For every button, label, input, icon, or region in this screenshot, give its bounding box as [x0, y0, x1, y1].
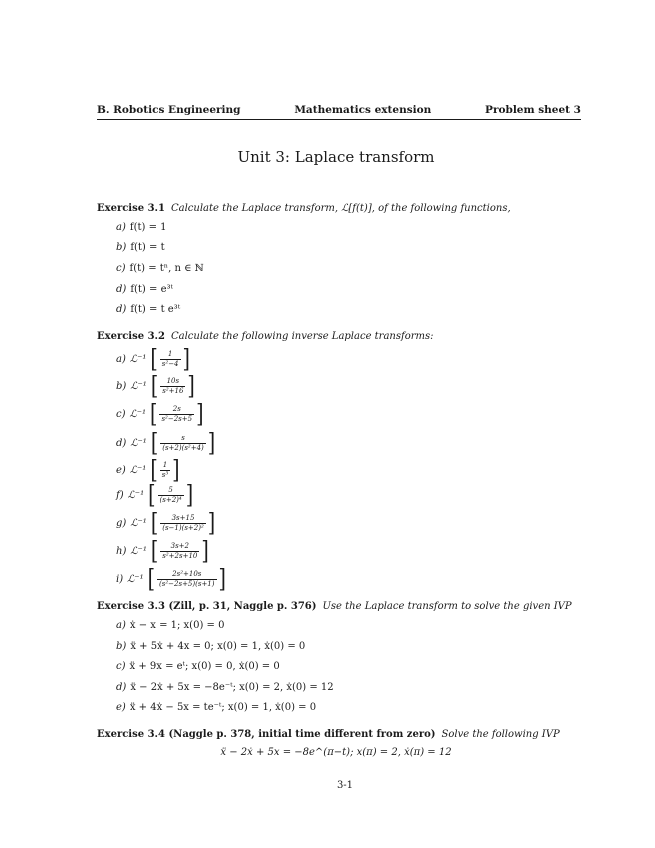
page-title: Unit 3: Laplace transform [237, 148, 435, 166]
inverse-laplace-operator: ℒ⁻¹ [130, 438, 147, 449]
exercise-label: Exercise 3.3 (Zill, p. 31, Naggle p. 376) [97, 601, 317, 612]
item-label: b) [116, 381, 127, 392]
item-label: a) [116, 222, 126, 233]
fraction [160, 435, 206, 453]
exercise-3-2-heading [97, 331, 587, 342]
list-item [116, 702, 316, 713]
item-expression: ẍ − 2ẋ + 5x = −8e⁻ᵗ; x(0) = 2, ẋ(0) = 12 [130, 682, 334, 693]
denominator: s²−2s+5 [161, 415, 193, 423]
numerator: 2s²+10s [172, 569, 202, 578]
inverse-laplace-operator: ℒ⁻¹ [130, 546, 147, 557]
numerator: 10s [166, 376, 180, 385]
exercise-prompt: Calculate the following inverse Laplace transforms: [170, 331, 434, 342]
item-label: d) [116, 284, 127, 295]
item-label: g) [116, 518, 127, 529]
inverse-laplace-operator: ℒ⁻¹ [129, 409, 147, 420]
list-item [116, 222, 167, 233]
exercise-prompt: Solve the following IVP [441, 729, 560, 740]
exercise-label: Exercise 3.4 (Naggle p. 378, initial time different from zero) [97, 729, 436, 740]
item-label: c) [116, 263, 126, 274]
list-item: f) ℒ⁻¹ [ $\frac{5}{\text{(s+2)⁴}}$ ] [116, 479, 194, 510]
exercise-3-4-heading [97, 729, 587, 740]
numerator: 3s+15 [171, 513, 195, 522]
exercise-label: Exercise 3.1 [97, 203, 165, 214]
item-label: d) [116, 682, 127, 693]
item-expression: f(t) = t [130, 242, 165, 253]
fraction [160, 462, 170, 480]
list-item: c) ℒ⁻¹ [ $\frac{2s}{\text{s²−2s+5}}$ ] [116, 398, 204, 429]
fraction [160, 543, 199, 561]
exercise-prompt: Use the Laplace transform to solve the given IVP [322, 601, 572, 612]
item-label: e) [116, 702, 126, 713]
header-sheet: Problem sheet 3 [485, 104, 581, 116]
numerator: s [181, 433, 185, 442]
inverse-laplace-operator: ℒ⁻¹ [127, 574, 144, 585]
denominator: s²+2s+10 [162, 552, 198, 560]
item-label: f) [116, 490, 124, 501]
fraction [158, 487, 184, 505]
item-label: b) [116, 641, 127, 652]
list-item: i) ℒ⁻¹ [ $\frac{\text{2s²+10s}}{\text{(s²−2s+5)(s+1)}}$ ] [116, 563, 226, 594]
inverse-laplace-operator: ℒ⁻¹ [130, 381, 147, 392]
item-label: c) [116, 661, 126, 672]
list-item: g) ℒ⁻¹ [ $\frac{3s+15}{\text{(s−1)(s+2)²}}$ ] [116, 507, 216, 538]
denominator: s²−4 [161, 360, 179, 368]
item-expression: f(t) = t e³ᵗ [130, 304, 181, 315]
fraction [160, 351, 181, 369]
list-item [116, 284, 173, 295]
denominator: (s+2)(s²+4) [162, 444, 204, 452]
fraction [157, 571, 216, 589]
denominator: (s+2)⁴ [159, 496, 182, 504]
list-item: d) ℒ⁻¹ [ $\frac{s}{\text{(s+2)(s²+4)}}$ ] [116, 427, 216, 458]
header-course: B. Robotics Engineering [97, 104, 241, 116]
display-equation: ẍ − 2ẋ + 5x = −8e^(π−t); x(π) = 2, ẋ(π) = 12 [220, 747, 452, 758]
denominator: s³ [161, 471, 169, 479]
list-item [116, 641, 305, 652]
list-item: b) ℒ⁻¹ [ $\frac{10s}{\text{s²+16}}$ ] [116, 370, 195, 401]
page-number: 3-1 [336, 780, 354, 791]
fraction [160, 378, 185, 396]
list-item [116, 242, 165, 253]
item-label: d) [116, 304, 127, 315]
inverse-laplace-operator: ℒ⁻¹ [130, 518, 147, 529]
item-label: e) [116, 465, 126, 476]
denominator: s²+16 [162, 387, 184, 395]
inverse-laplace-operator: ℒ⁻¹ [129, 354, 147, 365]
item-expression: ẋ − x = 1; x(0) = 0 [129, 620, 225, 631]
list-item: e) ℒ⁻¹ [ $\frac{1}{\text{s³}}$ ] [116, 454, 180, 485]
item-label: a) [116, 620, 126, 631]
numerator: 3s+2 [170, 541, 189, 550]
denominator: (s²−2s+5)(s+1) [159, 580, 215, 588]
fraction [159, 406, 194, 424]
list-item [116, 620, 224, 631]
list-item [116, 304, 180, 315]
exercise-prompt: Calculate the Laplace transform, ℒ[f(t)], of the following functions, [170, 203, 511, 214]
inverse-laplace-operator: ℒ⁻¹ [129, 465, 147, 476]
item-label: h) [116, 546, 127, 557]
list-item [116, 682, 334, 693]
list-item [116, 661, 280, 672]
item-label: b) [116, 242, 127, 253]
numerator: 1 [167, 349, 173, 358]
item-label: a) [116, 354, 126, 365]
item-label: i) [116, 574, 124, 585]
item-label: c) [116, 409, 126, 420]
numerator: 5 [168, 485, 173, 494]
item-expression: ẍ + 5ẋ + 4x = 0; x(0) = 1, ẋ(0) = 0 [130, 641, 306, 652]
list-item: a) ℒ⁻¹ [ $\frac{1}{\text{s²−4}}$ ] [116, 343, 190, 374]
exercise-label: Exercise 3.2 [97, 331, 165, 342]
item-expression: ẍ + 9x = eᵗ; x(0) = 0, ẋ(0) = 0 [129, 661, 280, 672]
numerator: 2s [172, 404, 181, 413]
page-header [97, 104, 581, 120]
exercise-3-1-heading [97, 203, 587, 214]
list-item [116, 263, 204, 274]
item-expression: f(t) = tⁿ, n ∈ ℕ [129, 263, 204, 274]
numerator: 1 [162, 460, 168, 469]
exercise-3-3-heading [97, 601, 587, 612]
fraction [160, 515, 206, 533]
header-subject: Mathematics extension [294, 104, 432, 116]
item-expression: f(t) = 1 [129, 222, 167, 233]
item-expression: ẍ + 4ẋ − 5x = te⁻ᵗ; x(0) = 1, ẋ(0) = 0 [129, 702, 317, 713]
denominator: (s−1)(s+2)² [162, 524, 204, 532]
list-item: h) ℒ⁻¹ [ $\frac{3s+2}{\text{s²+2s+10}}$ ] [116, 535, 209, 566]
item-label: d) [116, 438, 127, 449]
item-expression: f(t) = e³ᵗ [130, 284, 173, 295]
inverse-laplace-operator: ℒ⁻¹ [127, 490, 145, 501]
